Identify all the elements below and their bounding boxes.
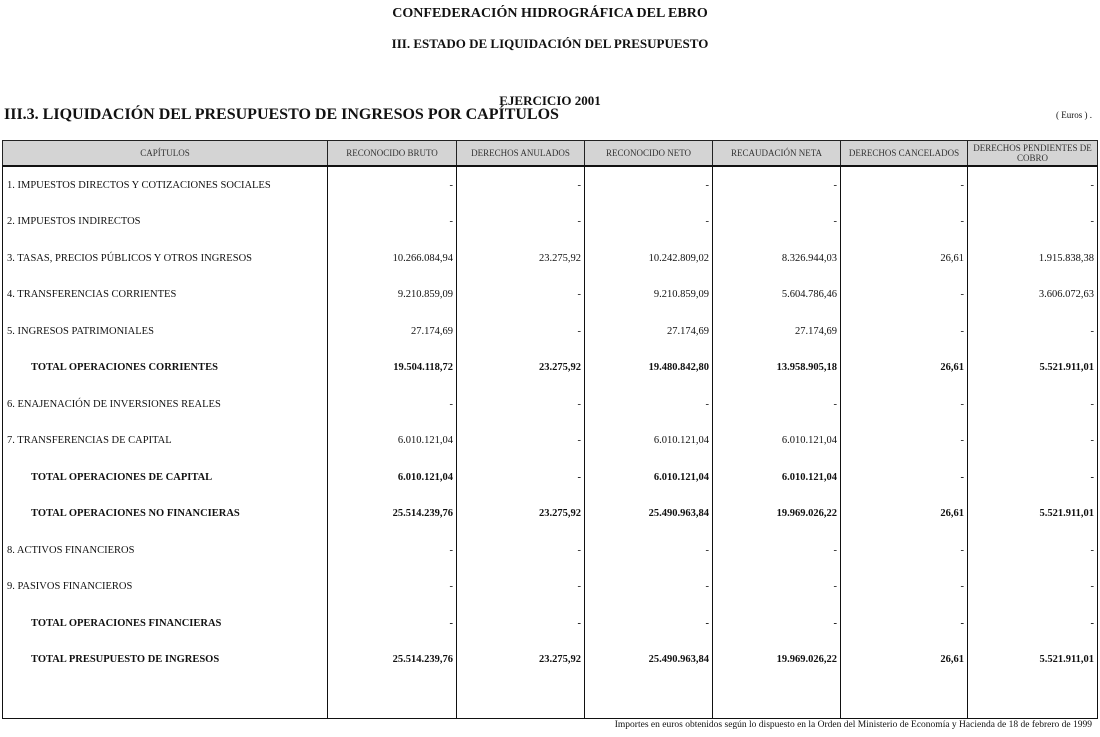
cell-value: 25.490.963,84 — [585, 496, 713, 533]
cell-value: - — [841, 204, 968, 241]
cell-value: 25.514.239,76 — [328, 496, 457, 533]
cell-value: - — [328, 204, 457, 241]
row-label: 4. TRANSFERENCIAS CORRIENTES — [3, 277, 328, 314]
table-row — [3, 386, 1098, 423]
cell-value: - — [968, 386, 1098, 423]
cell-value: 23.275,92 — [457, 350, 585, 387]
table-row — [3, 240, 1098, 277]
cell-value: - — [328, 532, 457, 569]
cell-value: - — [585, 204, 713, 241]
cell-value: - — [841, 423, 968, 460]
cell-value: 8.326.944,03 — [713, 240, 841, 277]
cell-value: - — [328, 605, 457, 642]
cell-value: - — [457, 166, 585, 204]
cell-value: 26,61 — [841, 642, 968, 679]
fiscal-year: EJERCICIO 2001 — [499, 93, 601, 108]
table-row — [3, 605, 1098, 642]
cell-value: - — [457, 313, 585, 350]
table-row — [3, 277, 1098, 314]
cell-value: - — [968, 313, 1098, 350]
row-label: 1. IMPUESTOS DIRECTOS Y COTIZACIONES SOCIALES — [3, 166, 328, 204]
cell-value: 19.504.118,72 — [328, 350, 457, 387]
cell-value: - — [841, 569, 968, 606]
cell-value: - — [457, 605, 585, 642]
row-label: 9. PASIVOS FINANCIEROS — [3, 569, 328, 606]
cell-value: - — [585, 386, 713, 423]
cell-value: - — [457, 423, 585, 460]
cell-value: - — [841, 166, 968, 204]
empty-cell — [713, 678, 841, 719]
cell-value: - — [841, 532, 968, 569]
cell-value: 19.969.026,22 — [713, 642, 841, 679]
cell-value: - — [968, 532, 1098, 569]
cell-value: - — [841, 605, 968, 642]
cell-value: 5.604.786,46 — [713, 277, 841, 314]
cell-value: - — [585, 605, 713, 642]
cell-value: 26,61 — [841, 496, 968, 533]
cell-value: 23.275,92 — [457, 496, 585, 533]
column-header: DERECHOS PENDIENTES DE COBRO — [968, 141, 1098, 167]
cell-value: 6.010.121,04 — [713, 459, 841, 496]
cell-value: 25.490.963,84 — [585, 642, 713, 679]
column-header: CAPÍTULOS — [3, 141, 328, 167]
row-label: 2. IMPUESTOS INDIRECTOS — [3, 204, 328, 241]
cell-value: 5.521.911,01 — [968, 496, 1098, 533]
cell-value: 10.266.084,94 — [328, 240, 457, 277]
cell-value: - — [457, 569, 585, 606]
cell-value: 26,61 — [841, 240, 968, 277]
units-label: ( Euros ) . — [1056, 110, 1092, 120]
document-title: CONFEDERACIÓN HIDROGRÁFICA DEL EBRO — [392, 6, 708, 21]
cell-value: - — [457, 459, 585, 496]
cell-value: - — [713, 605, 841, 642]
cell-value: 3.606.072,63 — [968, 277, 1098, 314]
cell-value: - — [968, 605, 1098, 642]
cell-value: 26,61 — [841, 350, 968, 387]
empty-cell — [457, 678, 585, 719]
row-label: 8. ACTIVOS FINANCIEROS — [3, 532, 328, 569]
cell-value: 19.969.026,22 — [713, 496, 841, 533]
cell-value: 23.275,92 — [457, 240, 585, 277]
cell-value: 1.915.838,38 — [968, 240, 1098, 277]
cell-value: 5.521.911,01 — [968, 642, 1098, 679]
table-row — [3, 496, 1098, 533]
footnote: Importes en euros obtenidos según lo dispuesto en la Orden del Ministerio de Economía y Hacienda de 18 de febrero de 1999 — [614, 720, 1092, 730]
cell-value: - — [968, 459, 1098, 496]
column-header: RECONOCIDO NETO — [585, 141, 713, 167]
cell-value: - — [713, 532, 841, 569]
cell-value: 13.958.905,18 — [713, 350, 841, 387]
cell-value: 27.174,69 — [713, 313, 841, 350]
cell-value: 23.275,92 — [457, 642, 585, 679]
cell-value: - — [713, 569, 841, 606]
row-label: 3. TASAS, PRECIOS PÚBLICOS Y OTROS INGRESOS — [3, 240, 328, 277]
cell-value: - — [585, 166, 713, 204]
row-label: 5. INGRESOS PATRIMONIALES — [3, 313, 328, 350]
cell-value: - — [328, 386, 457, 423]
table-row — [3, 204, 1098, 241]
cell-value: 6.010.121,04 — [713, 423, 841, 460]
column-header: RECAUDACIÓN NETA — [713, 141, 841, 167]
table-row — [3, 569, 1098, 606]
cell-value: - — [328, 569, 457, 606]
cell-value: 27.174,69 — [328, 313, 457, 350]
cell-value: 27.174,69 — [585, 313, 713, 350]
row-label: TOTAL OPERACIONES FINANCIERAS — [3, 605, 328, 642]
table-row — [3, 459, 1098, 496]
cell-value: 9.210.859,09 — [585, 277, 713, 314]
cell-value: - — [841, 459, 968, 496]
cell-value: - — [968, 569, 1098, 606]
cell-value: 6.010.121,04 — [328, 459, 457, 496]
cell-value: 25.514.239,76 — [328, 642, 457, 679]
table-row — [3, 642, 1098, 679]
table-row — [3, 532, 1098, 569]
row-label: TOTAL OPERACIONES DE CAPITAL — [3, 459, 328, 496]
budget-table — [2, 140, 1098, 719]
row-label: 7. TRANSFERENCIAS DE CAPITAL — [3, 423, 328, 460]
cell-value: - — [713, 166, 841, 204]
table-header — [3, 141, 1098, 167]
cell-value: 10.242.809,02 — [585, 240, 713, 277]
cell-value: - — [585, 569, 713, 606]
cell-value: - — [328, 166, 457, 204]
cell-value: - — [968, 166, 1098, 204]
table-row — [3, 313, 1098, 350]
cell-value: - — [457, 386, 585, 423]
cell-value: 9.210.859,09 — [328, 277, 457, 314]
column-header: RECONOCIDO BRUTO — [328, 141, 457, 167]
table-row — [3, 350, 1098, 387]
section-title: III.3. LIQUIDACIÓN DEL PRESUPUESTO DE INGRESOS POR CAPÍTULOS — [4, 106, 559, 123]
row-label: TOTAL PRESUPUESTO DE INGRESOS — [3, 642, 328, 679]
cell-value: - — [841, 313, 968, 350]
cell-value: - — [841, 386, 968, 423]
cell-value: - — [841, 277, 968, 314]
cell-value: - — [457, 532, 585, 569]
cell-value: 5.521.911,01 — [968, 350, 1098, 387]
cell-value: 19.480.842,80 — [585, 350, 713, 387]
spacer-row — [3, 678, 1098, 719]
cell-value: 6.010.121,04 — [585, 459, 713, 496]
row-label: TOTAL OPERACIONES NO FINANCIERAS — [3, 496, 328, 533]
cell-value: 6.010.121,04 — [585, 423, 713, 460]
row-label: 6. ENAJENACIÓN DE INVERSIONES REALES — [3, 386, 328, 423]
document-subtitle: III. ESTADO DE LIQUIDACIÓN DEL PRESUPUESTO — [391, 36, 709, 51]
table-row — [3, 423, 1098, 460]
empty-cell — [328, 678, 457, 719]
empty-cell — [841, 678, 968, 719]
empty-cell — [3, 678, 328, 719]
empty-cell — [968, 678, 1098, 719]
column-header: DERECHOS ANULADOS — [457, 141, 585, 167]
cell-value: - — [968, 204, 1098, 241]
cell-value: - — [585, 532, 713, 569]
cell-value: - — [713, 204, 841, 241]
empty-cell — [585, 678, 713, 719]
cell-value: - — [457, 204, 585, 241]
column-header: DERECHOS CANCELADOS — [841, 141, 968, 167]
cell-value: - — [457, 277, 585, 314]
cell-value: 6.010.121,04 — [328, 423, 457, 460]
table-row — [3, 166, 1098, 204]
row-label: TOTAL OPERACIONES CORRIENTES — [3, 350, 328, 387]
cell-value: - — [968, 423, 1098, 460]
cell-value: - — [713, 386, 841, 423]
